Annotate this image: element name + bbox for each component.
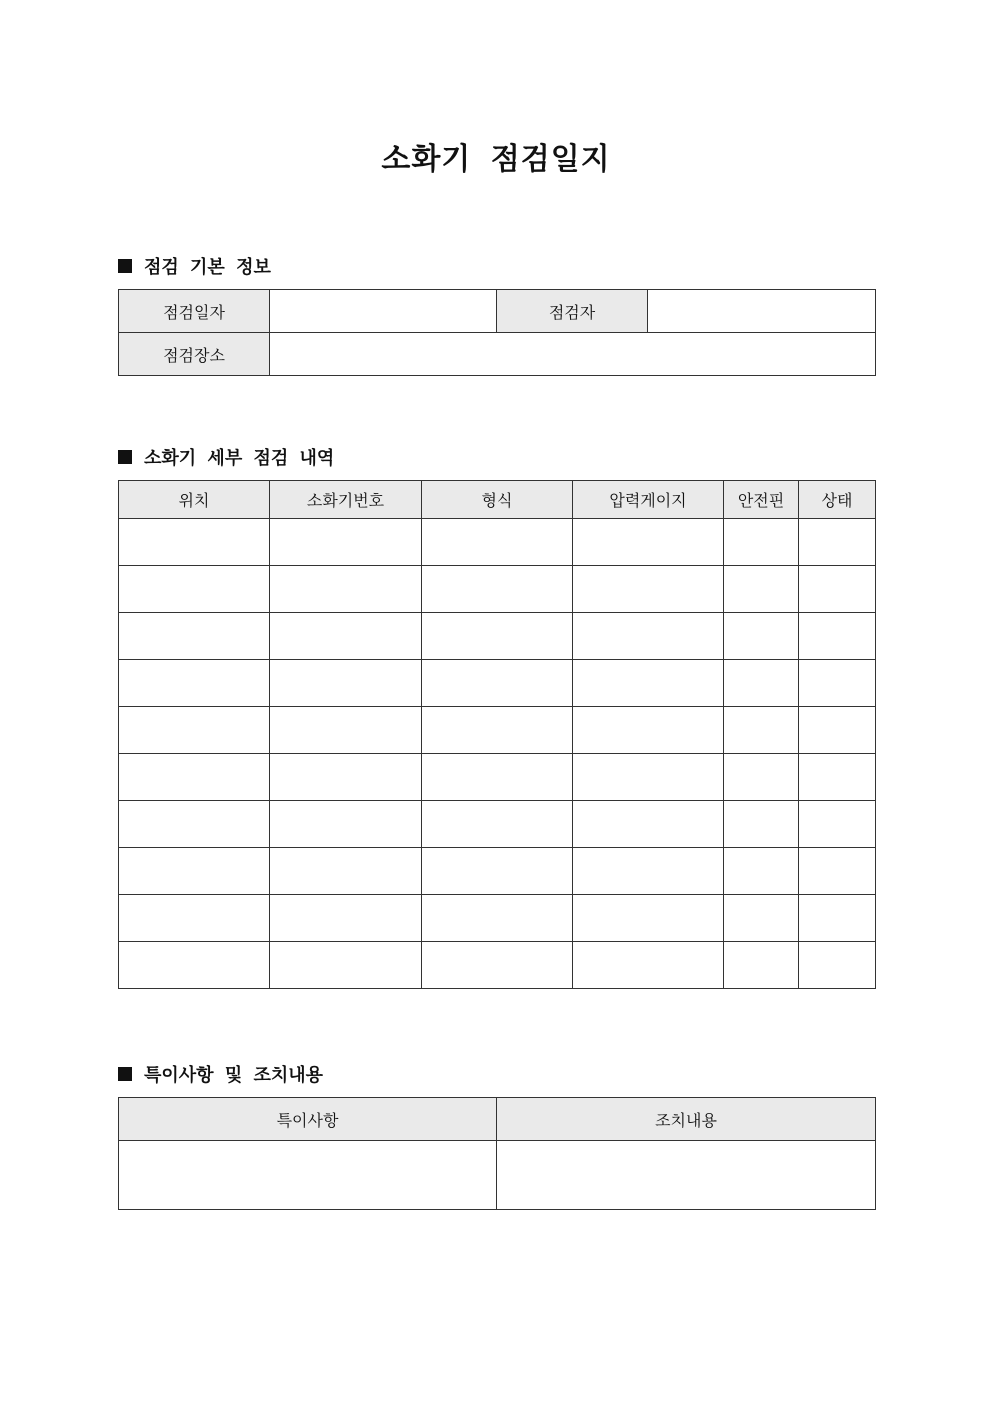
location-label: 점검장소 — [119, 333, 270, 376]
location-field[interactable] — [270, 333, 876, 376]
status-cell[interactable] — [799, 660, 876, 707]
section-heading-remarks-text: 특이사항 및 조치내용 — [144, 1065, 324, 1086]
type-cell[interactable] — [422, 895, 573, 942]
status-cell[interactable] — [799, 848, 876, 895]
table-row — [119, 660, 876, 707]
section-heading-basic-text: 점검 기본 정보 — [144, 257, 271, 278]
pressure-gauge-cell[interactable] — [573, 754, 724, 801]
safety-pin-cell[interactable] — [724, 566, 799, 613]
inspection-table — [118, 480, 876, 989]
square-bullet-icon — [118, 1067, 132, 1081]
column-header-type: 형식 — [422, 481, 573, 519]
location-cell[interactable] — [119, 613, 270, 660]
safety-pin-cell[interactable] — [724, 660, 799, 707]
table-header-row — [119, 481, 876, 519]
table-row — [119, 707, 876, 754]
actions-field[interactable] — [497, 1141, 876, 1210]
extinguisher-number-cell[interactable] — [270, 660, 422, 707]
section-heading-details-text: 소화기 세부 점검 내역 — [144, 448, 335, 469]
extinguisher-number-cell[interactable] — [270, 566, 422, 613]
location-cell[interactable] — [119, 942, 270, 989]
status-cell[interactable] — [799, 519, 876, 566]
date-field[interactable] — [270, 290, 497, 333]
inspector-label: 점검자 — [497, 290, 648, 333]
location-cell[interactable] — [119, 660, 270, 707]
table-row — [119, 566, 876, 613]
location-cell[interactable] — [119, 707, 270, 754]
pressure-gauge-cell[interactable] — [573, 566, 724, 613]
location-cell[interactable] — [119, 848, 270, 895]
inspector-field[interactable] — [648, 290, 876, 333]
page-title: 소화기 점검일지 — [381, 142, 611, 177]
pressure-gauge-cell[interactable] — [573, 848, 724, 895]
table-header-row — [119, 1098, 876, 1141]
status-cell[interactable] — [799, 613, 876, 660]
table-row — [119, 754, 876, 801]
type-cell[interactable] — [422, 801, 573, 848]
table-row — [119, 333, 876, 376]
location-cell[interactable] — [119, 566, 270, 613]
status-cell[interactable] — [799, 942, 876, 989]
extinguisher-number-cell[interactable] — [270, 942, 422, 989]
location-cell[interactable] — [119, 519, 270, 566]
table-row — [119, 895, 876, 942]
safety-pin-cell[interactable] — [724, 613, 799, 660]
type-cell[interactable] — [422, 707, 573, 754]
extinguisher-number-cell[interactable] — [270, 707, 422, 754]
column-header-status: 상태 — [799, 481, 876, 519]
status-cell[interactable] — [799, 707, 876, 754]
type-cell[interactable] — [422, 660, 573, 707]
column-header-extinguisher-number: 소화기번호 — [270, 481, 422, 519]
column-header-actions: 조치내용 — [497, 1098, 876, 1141]
extinguisher-number-cell[interactable] — [270, 895, 422, 942]
location-cell[interactable] — [119, 754, 270, 801]
type-cell[interactable] — [422, 613, 573, 660]
table-row — [119, 519, 876, 566]
extinguisher-number-cell[interactable] — [270, 613, 422, 660]
remarks-table — [118, 1097, 876, 1210]
pressure-gauge-cell[interactable] — [573, 707, 724, 754]
status-cell[interactable] — [799, 895, 876, 942]
pressure-gauge-cell[interactable] — [573, 895, 724, 942]
table-row — [119, 801, 876, 848]
table-row — [119, 613, 876, 660]
type-cell[interactable] — [422, 566, 573, 613]
safety-pin-cell[interactable] — [724, 754, 799, 801]
section-heading-basic — [118, 253, 271, 279]
location-cell[interactable] — [119, 895, 270, 942]
extinguisher-number-cell[interactable] — [270, 848, 422, 895]
section-heading-remarks — [118, 1061, 323, 1087]
location-cell[interactable] — [119, 801, 270, 848]
type-cell[interactable] — [422, 519, 573, 566]
safety-pin-cell[interactable] — [724, 942, 799, 989]
table-row — [119, 848, 876, 895]
status-cell[interactable] — [799, 754, 876, 801]
section-heading-details — [118, 444, 334, 470]
pressure-gauge-cell[interactable] — [573, 801, 724, 848]
status-cell[interactable] — [799, 566, 876, 613]
type-cell[interactable] — [422, 848, 573, 895]
table-row — [119, 942, 876, 989]
extinguisher-number-cell[interactable] — [270, 754, 422, 801]
column-header-location: 위치 — [119, 481, 270, 519]
safety-pin-cell[interactable] — [724, 895, 799, 942]
status-cell[interactable] — [799, 801, 876, 848]
basic-info-table — [118, 289, 876, 376]
safety-pin-cell[interactable] — [724, 519, 799, 566]
column-header-remarks: 특이사항 — [119, 1098, 497, 1141]
pressure-gauge-cell[interactable] — [573, 660, 724, 707]
column-header-safety-pin: 안전핀 — [724, 481, 799, 519]
date-label: 점검일자 — [119, 290, 270, 333]
safety-pin-cell[interactable] — [724, 801, 799, 848]
column-header-pressure-gauge: 압력게이지 — [573, 481, 724, 519]
remarks-field[interactable] — [119, 1141, 497, 1210]
type-cell[interactable] — [422, 754, 573, 801]
table-row — [119, 290, 876, 333]
safety-pin-cell[interactable] — [724, 707, 799, 754]
extinguisher-number-cell[interactable] — [270, 519, 422, 566]
extinguisher-number-cell[interactable] — [270, 801, 422, 848]
safety-pin-cell[interactable] — [724, 848, 799, 895]
pressure-gauge-cell[interactable] — [573, 519, 724, 566]
pressure-gauge-cell[interactable] — [573, 942, 724, 989]
square-bullet-icon — [118, 450, 132, 464]
type-cell[interactable] — [422, 942, 573, 989]
pressure-gauge-cell[interactable] — [573, 613, 724, 660]
square-bullet-icon — [118, 259, 132, 273]
table-row — [119, 1141, 876, 1210]
